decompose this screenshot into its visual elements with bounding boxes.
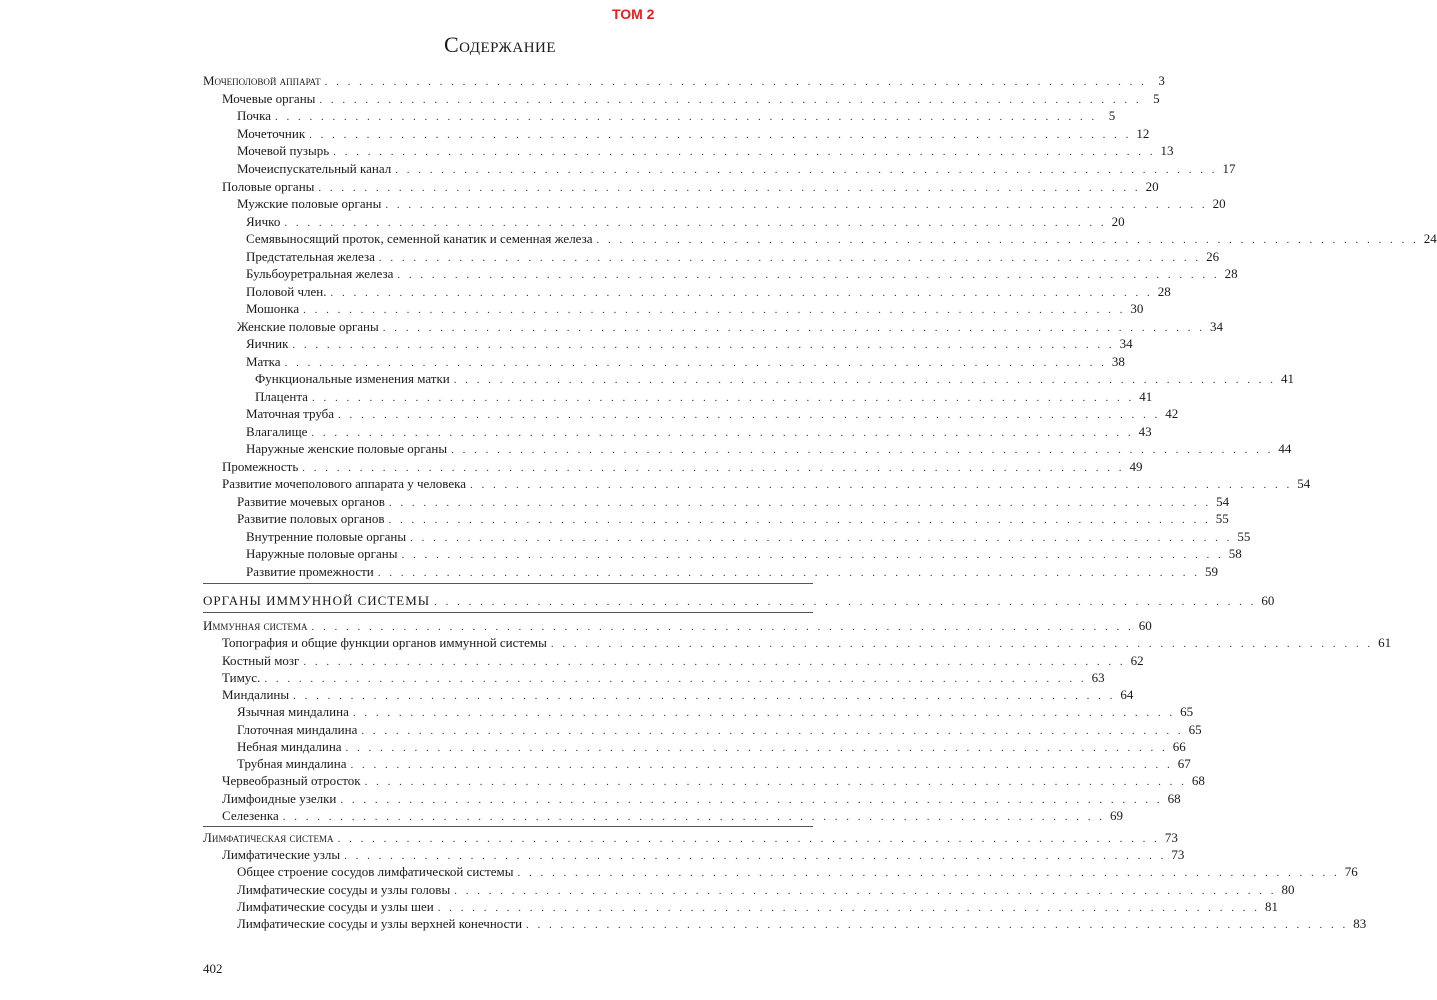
entry-label: Лимфатические узлы: [222, 847, 344, 863]
toc-entry[interactable]: [0, 266, 1238, 282]
toc-entry[interactable]: [0, 459, 1143, 475]
entry-label: Общее строение сосудов лимфатической системы: [237, 864, 518, 880]
entry-page: 63: [1091, 670, 1105, 685]
page-number: 402: [203, 961, 223, 976]
entry-page: 61: [1378, 635, 1392, 650]
entry-page: 65: [1188, 722, 1202, 737]
entry-page: 68: [1191, 773, 1205, 788]
toc-entry[interactable]: [0, 916, 1367, 932]
entry-page: 28: [1157, 284, 1171, 299]
dot-leader: . . . . . . . . . . . . . . . . . . . . . . . . . . . . . . . . . . . . . . . . . . . . . . . . . . . . . . . . . . . . . . . . . . . . . . . .: [550, 638, 1374, 650]
toc-entry[interactable]: [0, 494, 1230, 510]
entry-label: Костный мозг: [222, 653, 303, 669]
toc-entry[interactable]: [0, 73, 1165, 89]
entry-page: 30: [1130, 301, 1144, 316]
dot-leader: . . . . . . . . . . . . . . . . . . . . . . . . . . . . . . . . . . . . . . . . . . . . . . . . . . . . . . . . . . . . . . . . . . . . . . . .: [340, 794, 1163, 806]
entry-page: 59: [1205, 564, 1219, 579]
entry-label: Иммунная система: [203, 618, 312, 634]
entry-label: Мужские половые органы: [237, 196, 385, 212]
entry-label: Глоточная миндалина: [237, 722, 361, 738]
dot-leader: . . . . . . . . . . . . . . . . . . . . . . . . . . . . . . . . . . . . . . . . . . . . . . . . . . . . . . . . . . . . . . . . . . . . . . . .: [282, 811, 1106, 823]
entry-label: Лимфатическая система: [203, 830, 338, 846]
entry-label: Развитие мочевых органов: [237, 494, 389, 510]
dot-leader: . . . . . . . . . . . . . . . . . . . . . . . . . . . . . . . . . . . . . . . . . . . . . . . . . . . . . . . . . . . . . . . . . . . . . . . .: [596, 234, 1419, 246]
entry-label: Червеобразный отросток: [222, 773, 365, 789]
entry-label: Селезенка: [222, 808, 283, 824]
dot-leader: . . . . . . . . . . . . . . . . . . . . . . . . . . . . . . . . . . . . . . . . . . . . . . . . . . . . . . . . . . . . . . . . . . . . . . . .: [364, 776, 1187, 788]
dot-leader: . . . . . . . . . . . . . . . . . . . . . . . . . . . . . . . . . . . . . . . . . . . . . . . . . . . . . . . . . . . . . . . . . . . . . . . .: [352, 707, 1176, 719]
dot-leader: . . . . . . . . . . . . . . . . . . . . . . . . . . . . . . . . . . . . . . . . . . . . . . . . . . . . . . . . . . . . . . . . . . . . . . . .: [526, 919, 1349, 931]
toc-entry[interactable]: [0, 864, 1358, 880]
dot-leader: . . . . . . . . . . . . . . . . . . . . . . . . . . . . . . . . . . . . . . . . . . . . . . . . . . . . . . . . . . . . . . . . . . . . . . . .: [388, 497, 1212, 509]
entry-label: ОРГАНЫ ИММУННОЙ СИСТЕМЫ: [203, 593, 434, 609]
dot-leader: . . . . . . . . . . . . . . . . . . . . . . . . . . . . . . . . . . . . . . . . . . . . . . . . . . . . . . . . . . . . . . . . . . . . . . . .: [337, 833, 1160, 845]
entry-page: 28: [1224, 266, 1238, 281]
toc-entry[interactable]: [0, 739, 1186, 755]
dot-leader: . . . . . . . . . . . . . . . . . . . . . . . . . . . . . . . . . . . . . . . . . . . . . . . . . . . . . . . . . . . . . . . . . . . . . . . .: [397, 269, 1220, 281]
toc-entry[interactable]: [0, 108, 1116, 124]
entry-label: Семявыносящий проток, семенной канатик и семенная железа: [246, 231, 597, 247]
dot-leader: . . . . . . . . . . . . . . . . . . . . . . . . . . . . . . . . . . . . . . . . . . . . . . . . . . . . . . . . . . . . . . . . . . . . . . . .: [311, 427, 1134, 439]
dot-leader: . . . . . . . . . . . . . . . . . . . . . . . . . . . . . . . . . . . . . . . . . . . . . . . . . . . . . . . . . . . . . . . . . . . . . . . .: [451, 444, 1274, 456]
dot-leader: . . . . . . . . . . . . . . . . . . . . . . . . . . . . . . . . . . . . . . . . . . . . . . . . . . . . . . . . . . . . . . . . . . . . . . . .: [311, 621, 1134, 633]
toc-entry[interactable]: [0, 564, 1219, 580]
section-divider: [203, 612, 813, 613]
entry-label: Промежность: [222, 459, 302, 475]
entry-label: Половой член.: [246, 284, 330, 300]
dot-leader: . . . . . . . . . . . . . . . . . . . . . . . . . . . . . . . . . . . . . . . . . . . . . . . . . . . . . . . . . . . . . . . . . . . . . . . .: [333, 146, 1156, 158]
dot-leader: . . . . . . . . . . . . . . . . . . . . . . . . . . . . . . . . . . . . . . . . . . . . . . . . . . . . . . . . . . . . . . . . . . . . . . . .: [264, 673, 1087, 685]
entry-page: 13: [1160, 143, 1174, 158]
dot-leader: . . . . . . . . . . . . . . . . . . . . . . . . . . . . . . . . . . . . . . . . . . . . . . . . . . . . . . . . . . . . . . . . . . . . . . . .: [284, 357, 1107, 369]
toc-entry[interactable]: [0, 476, 1311, 492]
entry-label: Наружные женские половые органы: [246, 441, 451, 457]
entry-label: Мошонка: [246, 301, 303, 317]
entry-page: 60: [1138, 618, 1152, 633]
entry-page: 81: [1264, 899, 1278, 914]
toc-entry[interactable]: [0, 319, 1223, 335]
dot-leader: . . . . . . . . . . . . . . . . . . . . . . . . . . . . . . . . . . . . . . . . . . . . . . . . . . . . . . . . . . . . . . . . . . . . . . . .: [454, 885, 1277, 897]
entry-label: Внутренние половые органы: [246, 529, 410, 545]
dot-leader: . . . . . . . . . . . . . . . . . . . . . . . . . . . . . . . . . . . . . . . . . . . . . . . . . . . . . . . . . . . . . . . . . . . . . . . .: [410, 532, 1233, 544]
entry-page: 62: [1130, 653, 1144, 668]
entry-page: 55: [1237, 529, 1251, 544]
entry-label: Наружные половые органы: [246, 546, 401, 562]
entry-label: Функциональные изменения матки: [255, 371, 454, 387]
dot-leader: . . . . . . . . . . . . . . . . . . . . . . . . . . . . . . . . . . . . . . . . . . . . . . . . . . . . . . . . . . . . . . . . . . . . . . . .: [309, 129, 1132, 141]
entry-label: Мочевой пузырь: [237, 143, 333, 159]
entry-page: 58: [1228, 546, 1242, 561]
dot-leader: . . . . . . . . . . . . . . . . . . . . . . . . . . . . . . . . . . . . . . . . . . . . . . . . . . . . . . . . . . . . . . . . . . . . . . . .: [274, 111, 1098, 123]
dot-leader: . . . . . . . . . . . . . . . . . . . . . . . . . . . . . . . . . . . . . . . . . . . . . . . . . . . . . . . . . . . . . . . . . . . . . . . .: [395, 164, 1218, 176]
entry-label: Матка: [246, 354, 285, 370]
toc-entry[interactable]: [0, 249, 1220, 265]
entry-page: 43: [1138, 424, 1152, 439]
entry-label: Яичко: [246, 214, 284, 230]
dot-leader: . . . . . . . . . . . . . . . . . . . . . . . . . . . . . . . . . . . . . . . . . . . . . . . . . . . . . . . . . . . . . . . . . . . . . . . .: [311, 392, 1135, 404]
entry-page: 80: [1281, 882, 1295, 897]
entry-page: 83: [1353, 916, 1367, 931]
entry-page: 17: [1222, 161, 1236, 176]
entry-page: 34: [1119, 336, 1133, 351]
toc-entry[interactable]: [0, 354, 1125, 370]
dot-leader: . . . . . . . . . . . . . . . . . . . . . . . . . . . . . . . . . . . . . . . . . . . . . . . . . . . . . . . . . . . . . . . . . . . . . . . .: [382, 322, 1205, 334]
dot-leader: . . . . . . . . . . . . . . . . . . . . . . . . . . . . . . . . . . . . . . . . . . . . . . . . . . . . . . . . . . . . . . . . . . . . . . . .: [330, 287, 1153, 299]
dot-leader: . . . . . . . . . . . . . . . . . . . . . . . . . . . . . . . . . . . . . . . . . . . . . . . . . . . . . . . . . . . . . . . . . . . . . . . .: [303, 656, 1126, 668]
entry-label: Предстательная железа: [246, 249, 379, 265]
volume-label: ТОМ 2: [612, 6, 655, 22]
dot-leader: . . . . . . . . . . . . . . . . . . . . . . . . . . . . . . . . . . . . . . . . . . . . . . . . . . . . . . . . . . . . . . . . . . . . . . . .: [324, 76, 1147, 88]
dot-leader: . . . . . . . . . . . . . . . . . . . . . . . . . . . . . . . . . . . . . . . . . . . . . . . . . . . . . . . . . . . . . . . . . . . . . . . .: [345, 742, 1168, 754]
entry-page: 20: [1212, 196, 1226, 211]
dot-leader: . . . . . . . . . . . . . . . . . . . . . . . . . . . . . . . . . . . . . . . . . . . . . . . . . . . . . . . . . . . . . . . . . . . . . . . .: [344, 850, 1167, 862]
toc-entry[interactable]: [0, 161, 1236, 177]
toc-entry[interactable]: [0, 687, 1134, 703]
entry-page: 38: [1111, 354, 1125, 369]
section-divider: [203, 583, 813, 584]
dot-leader: . . . . . . . . . . . . . . . . . . . . . . . . . . . . . . . . . . . . . . . . . . . . . . . . . . . . . . . . . . . . . . . . . . . . . . . .: [303, 304, 1126, 316]
entry-page: 60: [1261, 593, 1275, 608]
entry-label: Мочеиспускательный канал: [237, 161, 395, 177]
toc-entry[interactable]: [0, 653, 1144, 669]
dot-leader: . . . . . . . . . . . . . . . . . . . . . . . . . . . . . . . . . . . . . . . . . . . . . . . . . . . . . . . . . . . . . . . . . . . . . . . .: [293, 690, 1116, 702]
toc-entry[interactable]: [0, 704, 1194, 720]
page-title: Содержание: [443, 32, 557, 57]
entry-page: 3: [1158, 73, 1165, 88]
entry-label: Развитие мочеполового аппарата у человека: [222, 476, 470, 492]
entry-page: 54: [1297, 476, 1311, 491]
toc-entry[interactable]: [0, 231, 1437, 247]
entry-page: 5: [1108, 108, 1116, 123]
entry-page: 76: [1344, 864, 1358, 879]
entry-label: Развитие половых органов: [237, 511, 388, 527]
toc-entry[interactable]: [0, 214, 1125, 230]
toc-entry[interactable]: [0, 441, 1292, 457]
entry-page: 69: [1110, 808, 1124, 823]
entry-label: Тимус.: [222, 670, 264, 686]
toc-entry[interactable]: [0, 593, 1275, 609]
entry-page: 55: [1215, 511, 1229, 526]
toc-entry[interactable]: [0, 546, 1242, 562]
entry-page: 34: [1210, 319, 1223, 334]
section-divider: [203, 826, 813, 827]
dot-leader: . . . . . . . . . . . . . . . . . . . . . . . . . . . . . . . . . . . . . . . . . . . . . . . . . . . . . . . . . . . . . . . . . . . . . . . .: [378, 252, 1202, 264]
entry-page: 64: [1120, 687, 1134, 702]
dot-leader: . . . . . . . . . . . . . . . . . . . . . . . . . . . . . . . . . . . . . . . . . . . . . . . . . . . . . . . . . . . . . . . . . . . . . . . .: [434, 596, 1257, 608]
toc-entry[interactable]: [0, 371, 1294, 387]
dot-leader: . . . . . . . . . . . . . . . . . . . . . . . . . . . . . . . . . . . . . . . . . . . . . . . . . . . . . . . . . . . . . . . . . . . . . . . .: [319, 94, 1142, 106]
entry-label: Лимфатические сосуды и узлы верхней конечности: [237, 916, 526, 932]
toc-entry[interactable]: [0, 670, 1105, 686]
entry-page: 41: [1139, 389, 1153, 404]
toc-entry[interactable]: [0, 756, 1191, 772]
entry-page: 12: [1136, 126, 1150, 141]
toc-entry[interactable]: [0, 773, 1205, 789]
toc-entry[interactable]: [0, 808, 1124, 824]
dot-leader: . . . . . . . . . . . . . . . . . . . . . . . . . . . . . . . . . . . . . . . . . . . . . . . . . . . . . . . . . . . . . . . . . . . . . . . .: [338, 409, 1161, 421]
dot-leader: . . . . . . . . . . . . . . . . . . . . . . . . . . . . . . . . . . . . . . . . . . . . . . . . . . . . . . . . . . . . . . . . . . . . . . . .: [388, 514, 1211, 526]
entry-label: Мочевые органы: [222, 91, 319, 107]
toc-entry[interactable]: [0, 529, 1251, 545]
toc-entry[interactable]: [0, 126, 1150, 142]
dot-leader: . . . . . . . . . . . . . . . . . . . . . . . . . . . . . . . . . . . . . . . . . . . . . . . . . . . . . . . . . . . . . . . . . . . . . . . .: [517, 867, 1340, 879]
entry-page: 65: [1180, 704, 1194, 719]
toc-entry[interactable]: [0, 179, 1159, 195]
toc-entry[interactable]: [0, 511, 1229, 527]
dot-leader: . . . . . . . . . . . . . . . . . . . . . . . . . . . . . . . . . . . . . . . . . . . . . . . . . . . . . . . . . . . . . . . . . . . . . . . .: [302, 462, 1125, 474]
entry-page: 26: [1206, 249, 1220, 264]
dot-leader: . . . . . . . . . . . . . . . . . . . . . . . . . . . . . . . . . . . . . . . . . . . . . . . . . . . . . . . . . . . . . . . . . . . . . . . .: [361, 725, 1184, 737]
toc-entry[interactable]: [0, 389, 1153, 405]
toc-entry[interactable]: [0, 406, 1179, 422]
entry-page: 49: [1129, 459, 1143, 474]
dot-leader: . . . . . . . . . . . . . . . . . . . . . . . . . . . . . . . . . . . . . . . . . . . . . . . . . . . . . . . . . . . . . . . . . . . . . . . .: [437, 902, 1260, 914]
dot-leader: . . . . . . . . . . . . . . . . . . . . . . . . . . . . . . . . . . . . . . . . . . . . . . . . . . . . . . . . . . . . . . . . . . . . . . . .: [284, 217, 1107, 229]
dot-leader: . . . . . . . . . . . . . . . . . . . . . . . . . . . . . . . . . . . . . . . . . . . . . . . . . . . . . . . . . . . . . . . . . . . . . . . .: [470, 479, 1293, 491]
entry-page: 24: [1423, 231, 1437, 246]
entry-label: Лимфоидные узелки: [222, 791, 340, 807]
entry-label: Трубная миндалина: [237, 756, 350, 772]
entry-page: 68: [1167, 791, 1181, 806]
entry-label: Бульбоуретральная железа: [246, 266, 397, 282]
entry-page: 20: [1145, 179, 1159, 194]
entry-page: 73: [1164, 830, 1178, 845]
entry-label: Лимфатические сосуды и узлы головы: [237, 882, 454, 898]
dot-leader: . . . . . . . . . . . . . . . . . . . . . . . . . . . . . . . . . . . . . . . . . . . . . . . . . . . . . . . . . . . . . . . . . . . . . . . .: [292, 339, 1115, 351]
entry-label: Яичник: [246, 336, 292, 352]
toc-entry[interactable]: [0, 830, 1178, 846]
entry-page: 20: [1111, 214, 1125, 229]
entry-label: Миндалины: [222, 687, 293, 703]
entry-page: 44: [1278, 441, 1292, 456]
entry-page: 67: [1177, 756, 1191, 771]
toc-entry[interactable]: [0, 899, 1278, 915]
toc-entry[interactable]: [0, 722, 1202, 738]
entry-label: Мочеполовой аппарат: [203, 73, 325, 89]
toc-entry[interactable]: [0, 847, 1185, 863]
entry-label: Лимфатические сосуды и узлы шеи: [237, 899, 438, 915]
dot-leader: . . . . . . . . . . . . . . . . . . . . . . . . . . . . . . . . . . . . . . . . . . . . . . . . . . . . . . . . . . . . . . . . . . . . . . . .: [385, 199, 1208, 211]
toc-entry[interactable]: [0, 301, 1144, 317]
dot-leader: . . . . . . . . . . . . . . . . . . . . . . . . . . . . . . . . . . . . . . . . . . . . . . . . . . . . . . . . . . . . . . . . . . . . . . . .: [401, 549, 1224, 561]
entry-label: Небная миндалина: [237, 739, 346, 755]
entry-page: 73: [1171, 847, 1185, 862]
entry-label: Плацента: [255, 389, 312, 405]
entry-label: Развитие промежности: [246, 564, 378, 580]
toc-entry[interactable]: [0, 882, 1295, 898]
entry-page: 42: [1165, 406, 1179, 421]
toc-entry[interactable]: [0, 284, 1171, 300]
entry-label: Топография и общие функции органов иммунной системы: [222, 635, 551, 651]
entry-label: Маточная труба: [246, 406, 338, 422]
dot-leader: . . . . . . . . . . . . . . . . . . . . . . . . . . . . . . . . . . . . . . . . . . . . . . . . . . . . . . . . . . . . . . . . . . . . . . . .: [453, 374, 1276, 386]
toc-entry[interactable]: [0, 143, 1174, 159]
entry-label: Мочеточник: [237, 126, 309, 142]
entry-label: Язычная миндалина: [237, 704, 353, 720]
dot-leader: . . . . . . . . . . . . . . . . . . . . . . . . . . . . . . . . . . . . . . . . . . . . . . . . . . . . . . . . . . . . . . . . . . . . . . . .: [350, 759, 1173, 771]
toc-entry[interactable]: [0, 336, 1133, 352]
entry-label: Половые органы: [222, 179, 318, 195]
entry-page: 66: [1172, 739, 1186, 754]
toc-entry[interactable]: [0, 618, 1152, 634]
entry-label: Почка: [237, 108, 275, 124]
toc-entry[interactable]: [0, 91, 1160, 107]
toc-entry[interactable]: [0, 196, 1226, 212]
entry-label: Женские половые органы: [237, 319, 383, 335]
dot-leader: . . . . . . . . . . . . . . . . . . . . . . . . . . . . . . . . . . . . . . . . . . . . . . . . . . . . . . . . . . . . . . . . . . . . . . . .: [318, 182, 1141, 194]
toc-entry[interactable]: [0, 424, 1152, 440]
toc-entry[interactable]: [0, 635, 1392, 651]
entry-label: Влагалище: [246, 424, 311, 440]
dot-leader: . . . . . . . . . . . . . . . . . . . . . . . . . . . . . . . . . . . . . . . . . . . . . . . . . . . . . . . . . . . . . . . . . . . . . . . .: [377, 567, 1201, 579]
entry-page: 5: [1153, 91, 1160, 106]
entry-page: 54: [1216, 494, 1230, 509]
entry-page: 41: [1280, 371, 1294, 386]
toc-entry[interactable]: [0, 791, 1181, 807]
